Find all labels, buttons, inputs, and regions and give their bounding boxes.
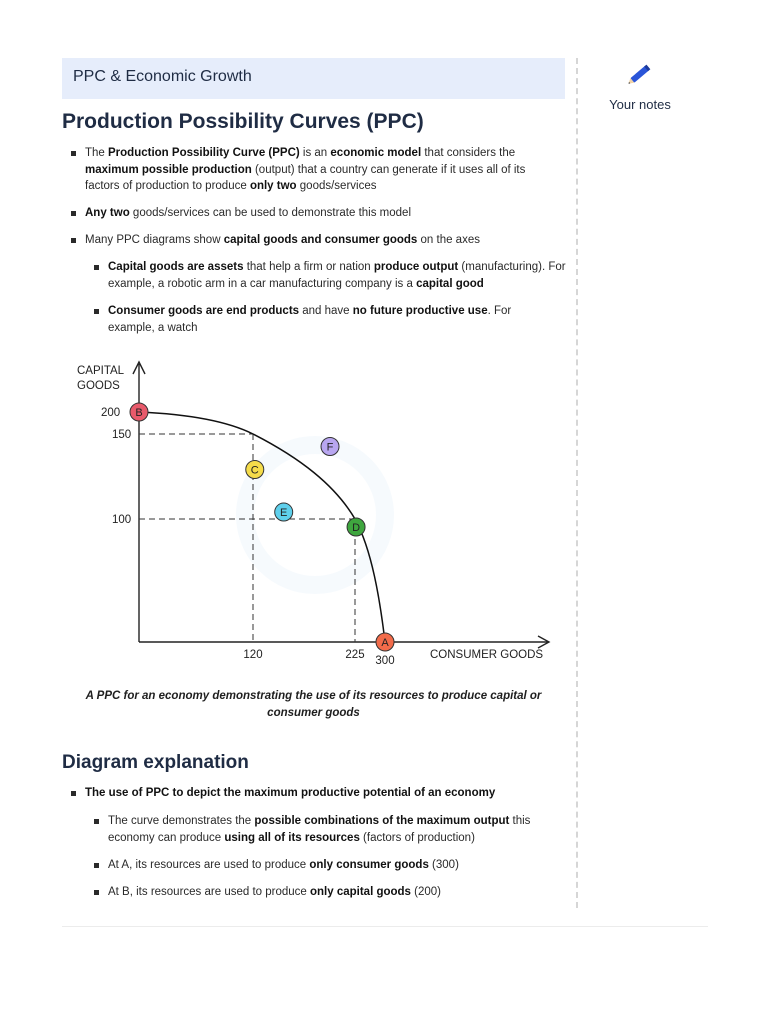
x-axis-label: CONSUMER GOODS bbox=[430, 649, 544, 661]
point-c bbox=[246, 461, 264, 479]
explain-paragraph-3: At A, its resources are used to produce only consumer goods (300) bbox=[108, 857, 553, 874]
point-label: F bbox=[326, 441, 334, 454]
consumer-goods-definition: Consumer goods are end products and have no future productive use. For example, a watch bbox=[108, 303, 548, 336]
notes-divider bbox=[576, 58, 578, 908]
ppc-diagram bbox=[62, 355, 565, 675]
point-label: E bbox=[280, 507, 288, 520]
explain-paragraph-2: The curve demonstrates the possible combinations of the maximum output this economy can produce using all of its resources (factors of production) bbox=[108, 813, 553, 846]
y-tick-100: 100 bbox=[112, 514, 132, 526]
point-label: A bbox=[381, 637, 389, 649]
watermark-logo bbox=[245, 445, 385, 585]
point-label: C bbox=[250, 464, 259, 477]
diagram-caption: A PPC for an economy demonstrating the use of its resources to produce capital or consumer goods bbox=[85, 690, 542, 719]
x-tick-225: 225 bbox=[345, 649, 365, 661]
point-label: D bbox=[352, 522, 361, 534]
notes-panel[interactable] bbox=[600, 60, 680, 112]
y-axis-label-line-2: GOODS bbox=[77, 380, 120, 392]
topic-title: PPC & Economic Growth bbox=[73, 68, 252, 85]
topic-banner bbox=[62, 58, 565, 99]
point-f bbox=[321, 438, 339, 456]
intro-paragraph-1: The Production Possibility Curve (PPC) is an economic model that considers the maximum possible production (output) that a country can generate if it uses all of its factors of production to produce only two goods/services bbox=[85, 145, 555, 195]
point-e bbox=[275, 503, 293, 521]
intro-paragraph-2: Any two goods/services can be used to demonstrate this model bbox=[85, 205, 555, 222]
section-heading: Diagram explanation bbox=[62, 752, 249, 773]
point-label: B bbox=[135, 407, 143, 419]
y-tick-150: 150 bbox=[112, 429, 132, 441]
explain-paragraph-4: At B, its resources are used to produce only capital goods (200) bbox=[108, 884, 553, 901]
pencil-icon bbox=[625, 60, 655, 88]
explain-paragraph-1: The use of PPC to depict the maximum productive potential of an economy bbox=[85, 785, 555, 802]
x-tick-300: 300 bbox=[375, 655, 395, 667]
x-tick-120: 120 bbox=[243, 649, 263, 661]
capital-goods-definition: Capital goods are assets that help a firm or nation produce output (manufacturing). For example, a robotic arm in a car manufacturing company is a capital good bbox=[108, 259, 568, 292]
point-a bbox=[376, 633, 394, 651]
y-axis-label-line-1: CAPITAL bbox=[77, 365, 125, 377]
y-tick-200: 200 bbox=[101, 407, 121, 419]
point-b bbox=[130, 403, 148, 421]
footer-divider bbox=[62, 926, 708, 927]
point-d bbox=[347, 518, 365, 536]
page-title: Production Possibility Curves (PPC) bbox=[62, 110, 424, 133]
notes-label: Your notes bbox=[609, 97, 671, 112]
intro-paragraph-3: Many PPC diagrams show capital goods and consumer goods on the axes bbox=[85, 232, 555, 249]
